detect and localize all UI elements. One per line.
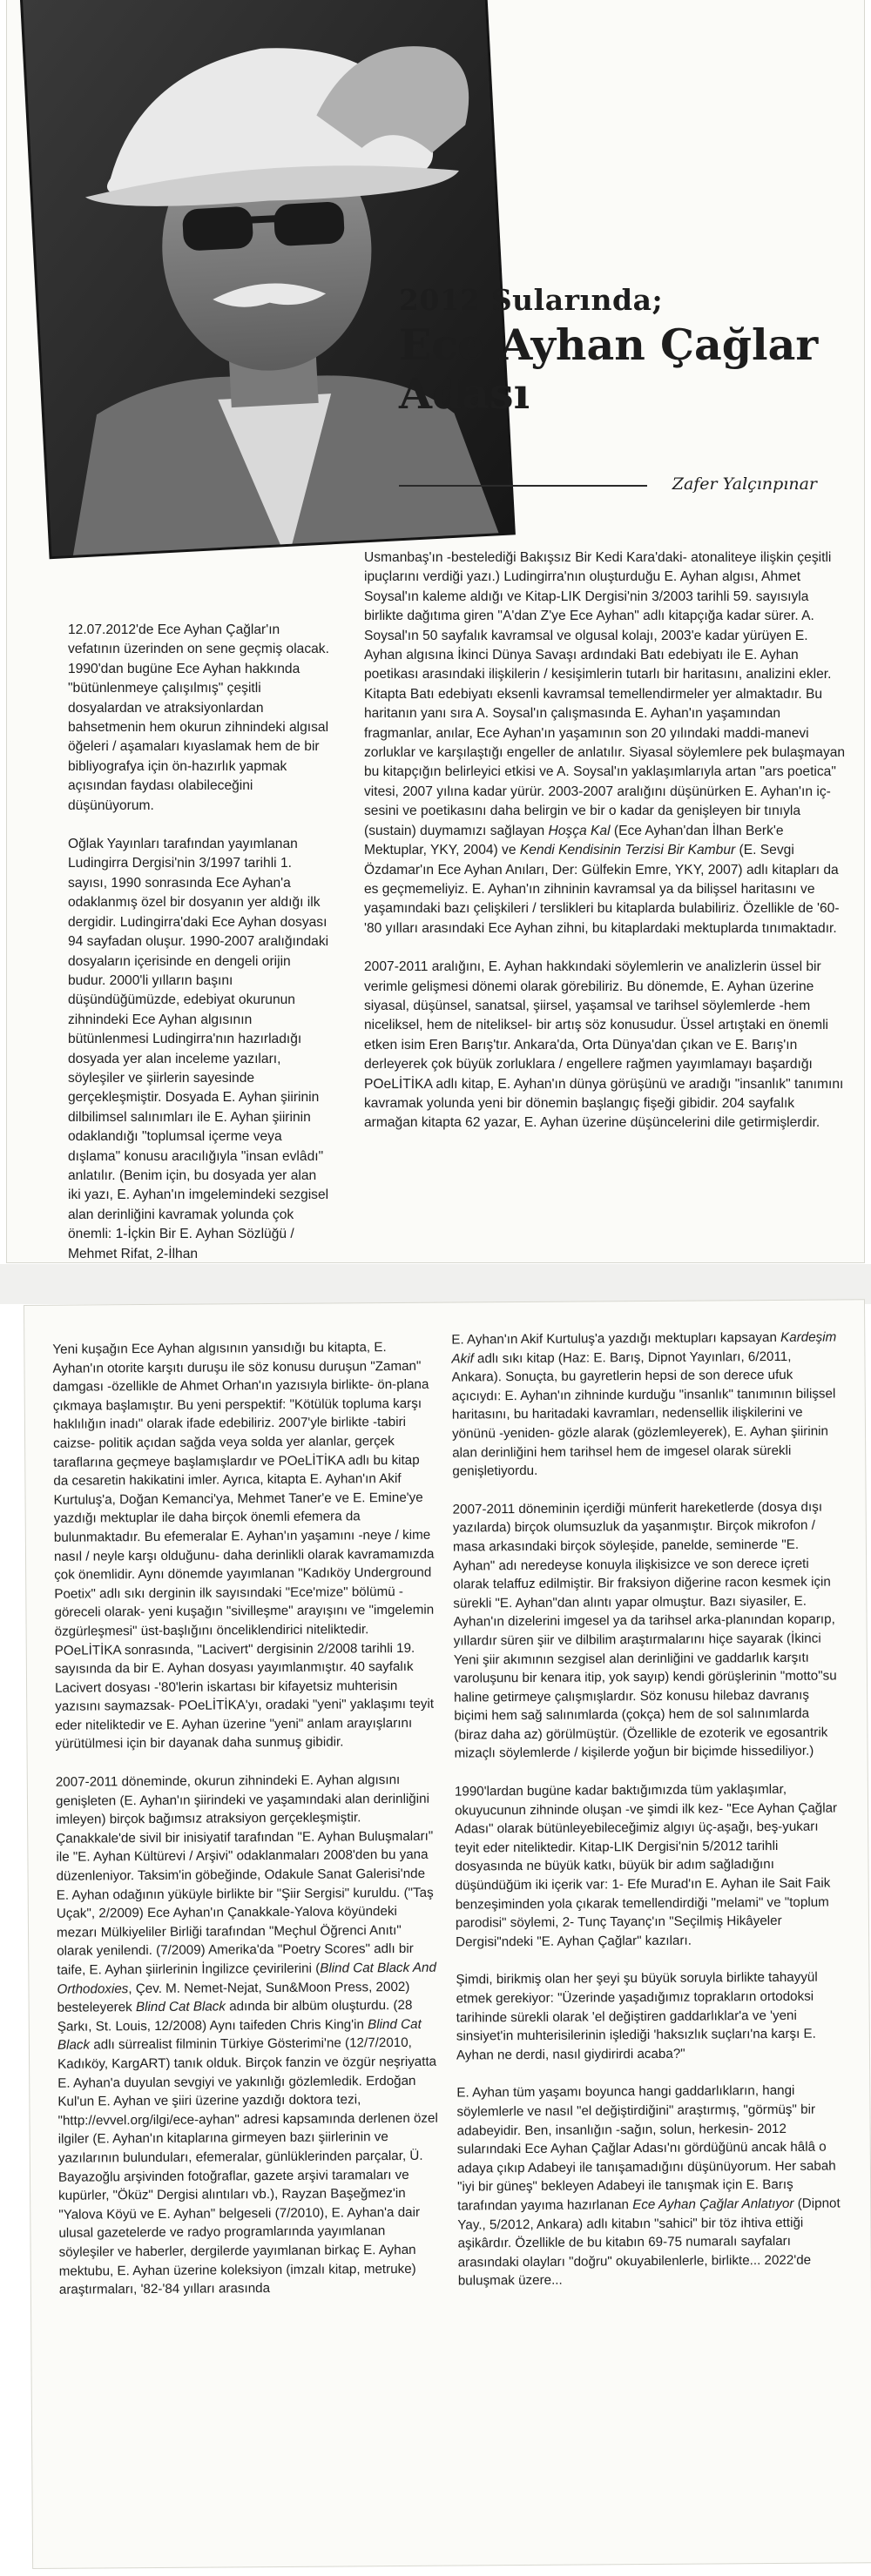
byline-rule [399,485,647,487]
page1-right-column [364,548,847,1153]
title-line-2: Ece Ayhan Çağlar [399,319,819,370]
page2-left-column [52,1338,442,2319]
magazine-page-1 [7,0,864,1262]
paragraph [451,1328,842,1481]
film-title: Blind Cat Black [57,2016,422,2054]
book-title: Blind Cat Black And Orthodoxies [57,1960,436,1997]
page-gap [0,1264,871,1304]
book-title: Ece Ayhan Çağlar Anlatıyor [632,2196,794,2213]
paragraph: Yeni kuşağın Ece Ayhan algısının yansıdığı bu kitapta, E. Ayhan'ın otorite karşıtı duruşu ile söz konusu duruşun "Zaman" damgası -özellikle de Ahmet Orhan'ın yazısıyla birlikte- ön-plana çıkmaya başlamıştır. Bu yeni perspektif: "Kötülük topluma karşı haklılığın inadı" olarak ifade edebiliriz. 2007'yle birlikte -tabiri caizse- politik açıdan sağda veya solda yer alanlar, gerçek taraflarına geçmeye başlamışlardır ve POeLİTİKA adlı bu kitap da cesaretin hakikatini imler. Ayrıca, kitapta E. Ayhan'ın Akif Kurtuluş'a, Doğan Kemanci'ya, Mehmet Taner'e ve E. Emine'ye yazdığı mektuplar ile daha birçok önemli efemera da bulunmaktadır. Bu efemeralar E. Ayhan'ın yaşamını -neye / kime nasıl / neyle karşı olduğunu- daha derinlikli olarak kavramamızda çok önemlidir. Aynı dönemde yayımlanan "Kadıköy Underground Poetix" adlı sıkı derginin ilk sayısındaki "Ece'mize" bölümü -göreceli olarak- yeni kuşağın "sivilleşme" arayışını ve "imgelemin özgürleşmesi" üst-başlığını önceliklendirici niteliktedir. POeLİTİKA sonrasında, "Lacivert" dergisinin 2/2008 tarihli 19. sayısında da bir E. Ayhan dosyası yayımlanmıştır. 40 sayfalık Lacivert dosyası -'80'lerin iskartası bir kifayetsiz muhterisin yazısını saymazsak- POeLİTİKA'yı, oradaki "yeni" yaklaşımı teyit eder niteliktedir ve E. Ayhan üzerine "yeni" anlam arayışlarını yürütülmesi için bir dayanak daha sunmuş gibidir. [52,1340,435,1752]
book-title: Kardeşim Akif [451,1329,837,1367]
text-run: adında bir albüm oluşturdu. (28 Şarkı, St. Louis, 12/2008) Aynı taifeden Chris King'in [57,1998,413,2035]
text-run: adlı sıkı kitap (Haz: E. Barış, Dipnot Yayınları, 6/2011, Ankara). Sonuçta, bu gayretlerin hepsi de son derece ufuk açıcıydı: E. Ayhan'ın zihninde kurduğu "insanlık" tanımının bilişsel haritasını, bu haritadaki kavramları, nedensellik ilişkilerini ve yönünü -yeniden- gözle alarak (gözlemleyerek), E. Ayhan şiirinin alan derinliğini hem tarihsel hem de imgesel olarak sürekli genişletiyordu. [451,1349,836,1479]
text-run: 2007-2011 döneminde, okurun zihnindeki E. Ayhan algısını genişleten (E. Ayhan'ın şiirindeki ve yaşamındaki alan derinliğini imleyen) birçok bağımsız atraksiyon gerçekleşmiştir. Çanakkale'de sivil bir inisiyatif tarafından "E. Ayhan Buluşmaları" ile "E. Ayhan Kültürevi / Arşivi" odaklanmaları 2008'den bu yana düzenleniyor. Taksim'in göbeğinde, Odakule Sanat Galerisi'nde E. Ayhan odağının yüküyle birlikte bir "Şiir Sergisi" kuruldu. ("Taş Uçak", 2/2009) Ece Ayhan'ın Çanakkale-Yalova köyündeki mezarı Mülkiyeliler Birliği tarafından "Meçhul Öğrenci Anıtı" olarak yenilendi. (7/2009) Amerika'da "Poetry Scores" adlı bir taife, E. Ayhan şiirlerinin İngilizce çevirilerini ( [55,1772,434,1978]
text-run: , Çev. M. Nemet-Nejat, Sun&Moon Press, 2002) besteleyerek [57,1979,410,2015]
text-run: Usmanbaş'ın -bestelediği Bakışsız Bir Kedi Kara'daki- atonaliteye ilişkin çeşitli ipuçlarını verdiği yazı.) Ludingirra'nın oluşturduğu E. Ayhan algısı, Ahmet Soysal'ın kaleme aldığı ve Kitap-LIK Dergisi'nin 3/2003 tarihli 59. sayısıyla birlikte dağıtıma giren "A'dan Z'ye Ece Ayhan" adlı kitapçığa kadar sürer. A. Soysal'ın 50 sayfalık kavramsal ve olgusal kolajı, 2003'e kadar yürüyen E. Ayhan algısına İkinci Dünya Savaşı ardındaki Batı edebiyatı ile E. Ayhan poetikası arasındaki ilişkilerin / kesişimlerin tutarlı bir haritasını, analizini ekler. Kitapta Batı edebiyatı eksenli kavramsal temellendirmeler yer almaktadır. Bu haritanın yanı sıra A. Soysal'ın çalışmasında E. Ayhan'ın yaşamından fragmanlar, anılar, Ece Ayhan'ın yaşamının son 20 yılındaki maddi-manevi zorluklar ve karşılaştığı engeller de anlatılır. Siyasal söylemlere pek bulaşmayan bu kitapçığın belirleyici etkisi ve A. Soysal'ın yaklaşımlarıyla artan "ars poetica" vitesi, 2007 yılına kadar yürür. 2003-2007 aralığını düşünürken E. Ayhan'ın iç-sesini ve poetikasını daha belirgin ve bir o kadar da genişleyen bir tınıyla (sustain) duymamızı sağlayan [364,550,846,838]
page2-right-column [451,1328,848,2310]
text-run: E. Ayhan'ın Akif Kurtuluş'a yazdığı mektupları kapsayan [451,1329,781,1348]
album-title: Blind Cat Black [135,1999,226,2015]
text-run: E. Ayhan tüm yaşamı boyunca hangi gaddarlıkların, hangi söylemlerle ve nasıl "el değiştirdiğini" araştırmış, "görmüş" bir adabeyidir. Ben, insanlığın -sağın, solun, herkesin- 2012 sularındaki Ece Ayhan Çağlar Adası'nı gördüğünü ancak hâlâ o adaya çıkıp Adabeyi ile tanışamadığını düşünüyorum. Her sabah "iyi bir güneş" bekleyen Adabeyi ile tanışmak için E. Barış tarafından yayıma hazırlanan [456,2083,836,2214]
paragraph: Oğlak Yayınları tarafından yayımlanan Ludingirra Dergisi'nin 3/1997 tarihli 1. sayısı, 1990 sonrasında Ece Ayhan'a odaklanmış özel bir dosyanın yer aldığı ilk dergidir. Ludingirra'daki Ece Ayhan dosyası 94 sayfadan oluşur. 1990-2007 aralığındaki dosyaların içerisinde en dengeli orijin budur. 2000'li yılların başını düşündüğümüzde, edebiyat okurunun zihnindeki Ece Ayhan algısının bütünlenmesi Ludingirra'nın hazırladığı dosyada yer alan inceleme yazıları, söyleşiler ve şiirlerin sayesinde gerçekleşmiştir. Dosyada E. Ayhan şiirinin dilbilimsel salınımları ile E. Ayhan şiirinin odaklandığı "toplumsal içerme veya dışlama" konusu aracılığıyla "insan evlâdı" anlatılır. (Benim için, bu dosyada yer alan iki yazı, E. Ayhan'ın imgelemindeki sezgisel alan derinliğini kavramak yolunda çok önemli: 1-İçkin Bir E. Ayhan Sözlüğü / Mehmet Rifat, 2-İlhan [68,837,329,1261]
book-title: Hoşça Kal [548,823,611,838]
book-title: Kendi Kendisinin Terzisi Bir Kambur [519,843,736,858]
portrait-photo [23,0,513,556]
portrait-illustration [23,0,513,556]
paragraph [364,548,847,938]
author-name: Zafer Yalçınpınar [672,474,817,494]
intro-paragraph: 12.07.2012'de Ece Ayhan Çağlar'ın vefatının üzerinden on sene geçmiş olacak. 1990'dan bugüne Ece Ayhan hakkında "bütünlenmeye çalışılmış" çeşitli dosyalardan ve atraksiyonlardan bahsetmenin hem okurun zihnindeki algısal öğeleri / aşamaları kıyaslamak hem de bir bibliyografya için ön-hazırlık yapmak açısından faydası olabileceğini düşünüyorum. [68,622,329,813]
paragraph [56,1771,442,2300]
text-run: adlı sürrealist filminin Türkiye Gösterimi'ne (12/7/2010, Kadıköy, KargART) tanık olduk. Birçok fanzin ve özgür neşriyatta E. Ayhan'a duyulan sevgiyi ve yakınlığı gözlemledik. Erdoğan Kul'un E. Ayhan ve şiiri üzerine yazdığı doktora tezi, "http://evvel.org/ilgi/ece-ayhan" adresi kapsamında derlenen özel ilgiler (E. Ayhan'ın kitaplarına girmeyen bazı şiirlerinin ve yazılarının bulunduları, efemeralar, günlüklerinden parçalar, Ü. Bayazoğlu arşivinden fotoğraflar, gazete arşivi taramaları ve kupürler, "Öküz" Dergisi alıntıları vb.), Rayzan Başeğmez'in "Yalova Köyü ve E. Ayhan" belgeseli (7/2010), E. Ayhan'a dair ulusal gazetelerde ve radyo programlarında yayımlanan söyleşiler ve haberler, dergilerde yayımlanan birkaç E. Ayhan mektubu, E. Ayhan üzerine koleksiyon (imzalı kitap, metruke) araştırmaları, '82-'84 yılları arasında [57,2035,438,2297]
paragraph: 2007-2011 döneminin içerdiği münferit hareketlerde (dosya dışı yazılarda) birçok olumsuzluk da yaşanmıştır. Birçok mikrofon / masa arkasındaki birçok söyleşide, panelde, seminerde "E. Ayhan" adı neredeyse konuyla ilişkisizce ve son derece içreti olarak telaffuz edilmiştir. Bir fraksiyon diğerine racon kesmek için sürekli "E. Ayhan"dan alıntı yapar olmuştur. Bazı siyasiler, E. Ayhan'ın dizelerini imgesel ya da tarihsel arka-planından koparıp, yıllardır süren şiir ve dilbilim araştırmalarını hiçe sayarak (İkinci Yeni şiir akımının sezgisel alan derinliğini ve gaddarlık karşıtı varoluşunu bir kenara itip, yok sayıp) kendi görüşlerinin "motto"su haline getirmeye çalışmışlardır. Söz konusu hilebaz davranış biçimi hem sağ salınımlarda (çokça) hem de sol salınımlarda (biraz daha az) görülmüştür. (Özellikle de ezoterik ve egosantrik mizaçlı söylemlerde / kişilerde yoğun bir biçimde hissediliyor.) [452,1499,837,1762]
paragraph: 1990'lardan bugüne kadar baktığımızda tüm yaklaşımlar, okuyucunun zihninde oluşan -ve şimdi ilk kez- "Ece Ayhan Çağlar Adası" olarak bütünleyebileceğimiz algıyı üç-aşağı, beş-yukarı teyit eder niteliktedir. Kitap-LIK Dergisi'nin 5/2012 tarihli dosyasında ne büyük katkı, büyük bir adım sağladığını düşündüğüm iki içerik var: 1- Efe Murad'ın E. Ayhan ile Sait Faik benzeşiminden yola çıkarak temellendirdiği "melami" ve "toplum parodisi" söylemi, 2- Tunç Tayanç'ın "Seçilmiş Hikâyeler Dergisi"ndeki "E. Ayhan Çağlar" kazıları. [454,1781,838,1950]
paragraph: Şimdi, birikmiş olan her şeyi şu büyük soruyla birlikte tahayyül etmek gerekiyor: "Üzerinde yaşadığımız toprakların ortodoksi tarihinde sürekli olarak 'el değiştiren gaddarlıklar'a ve 'yeni sinsiyet'in muhterisilerinin işlediği 'haksızlık suçları'na karşı E. Ayhan ne derdi, nasıl giydirirdi acaba?" [456,1970,818,2063]
title-line-3: Adası [399,368,530,419]
text-run: (E. Sevgi Özdamar'ın Ece Ayhan Anıları, Der: Gülfekin Emre, YKY, 2007) adlı kitapları da es geçmemeliyiz. E. Ayhan'ın zihninin kavramsal ya da bilişsel haritasını ve yaşamındaki bazı çelişkileri / terslikleri bu kitaplarda bulabiliriz. Özellikle de '60-'80 yılları arasındaki Ece Ayhan zihni, bu kitaplardaki mektuplarda tınımaktadır. [364,843,840,936]
byline-bar [399,474,843,499]
article-title-block [399,283,852,418]
magazine-page-2 [24,1300,871,2568]
paragraph: 2007-2011 aralığını, E. Ayhan hakkındaki söylemlerin ve analizlerin üssel bir verimle gelişmesi dönemi olarak görebiliriz. Bu dönemde, E. Ayhan üzerine siyasal, düşünsel, sanatsal, şiirsel, yaşamsal ve tarihsel söylemlerde -hem niceliksel, hem de niteliksel- bir artış söz konusudur. Üssel artıştaki en önemli etken isim Eren Barış'tır. Ankara'da, Orta Dünya'dan çıkan ve E. Barış'ın derleyerek çok büyük zorluklara / engellere rağmen yayımlamayı başardığı POeLİTİKA adlı kitap, E. Ayhan'ın dünya görüşünü ve aradığı "insanlık" tanımını kavramak yolunda yeni bir dönemin başlangıç fişeği gibidir. 204 sayfalık armağan kitapta 62 yazar, E. Ayhan üzerine düşüncelerini dile getirmişlerdir. [364,959,844,1131]
paragraph [456,2082,848,2291]
text-run: (Dipnot Yay., 5/2012, Ankara) adlı kitabın "sahici" bir töz ihtiva ettiği aşikârdır. Özellikle de bu kitabın 69-75 numaralı sayfaları arasındaki olayları "doğru" okuyabilenlerle, birlikte... 2022'de buluşmak üzere... [457,2196,841,2289]
article-title [399,283,852,418]
text-run: (Ece Ayhan'dan İlhan Berk'e Mektuplar, YKY, 2004) ve [364,823,784,858]
page1-left-column [68,621,329,1283]
title-line-1: 2012 Sularında; [399,283,664,317]
